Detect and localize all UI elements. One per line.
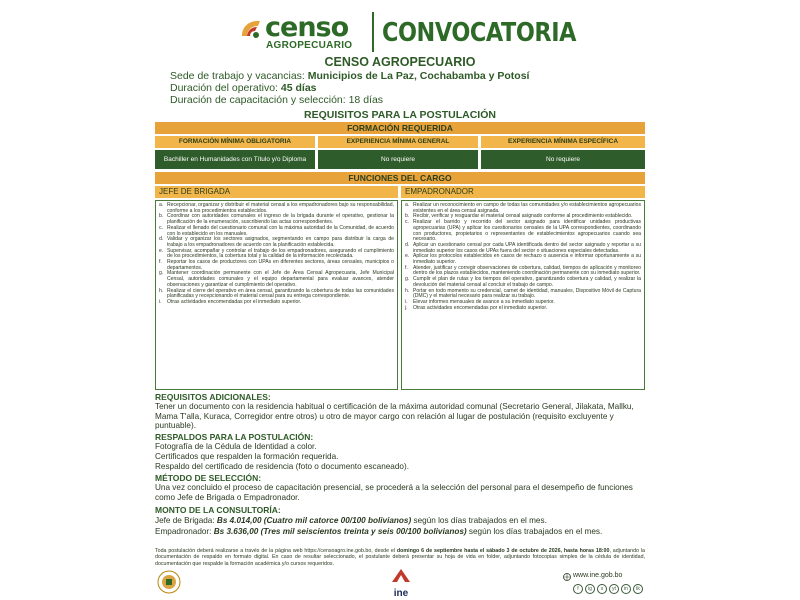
function-item-marker: g. — [159, 270, 164, 277]
monto-emp-amount: Bs 3.636,00 (Tres mil seiscientos treinta y seis 00/100 bolivianos) — [213, 527, 467, 536]
empadronador-header: EMPADRONADOR — [401, 186, 645, 198]
function-item-text: Mantener coordinación permanente con el Jefe de Área Censal Agropecuaria, Jefe Municipal Censal, autoridades comunales y el equipo departamental para evaluar avances, atender observaciones y garantizar el cumplimiento del operativo. — [167, 270, 394, 288]
monto-empadronador — [155, 527, 645, 537]
monto-emp-label: Empadronador: — [155, 527, 214, 536]
function-item-marker: c. — [405, 219, 409, 226]
empadronador-functions — [401, 200, 645, 390]
function-item-text: Recibir, verificar y resguardar el material censal asignado conforme al procedimiento establecido. — [413, 213, 633, 220]
adicionales-text: Tener un documento con la residencia habitual o certificación de la máxima autoridad comunal (Secretario General, Jilakata, Mallku, Mama T'alla, Kuraca, Corregidor entre otros) u otro de mayor cargo con relación al lugar de postulación (requisito excluyente y puntuable). — [155, 402, 634, 431]
website-link[interactable]: www.ine.gob.bo — [573, 572, 623, 579]
postulacion-fine-print — [155, 548, 645, 567]
tiktok-icon[interactable]: tk — [633, 584, 643, 594]
convocatoria-sheet — [145, 0, 655, 600]
function-item-marker: a. — [159, 202, 164, 208]
function-item-text: Aplicar los protocolos establecidos en casos de rechazo o ausencia e informar oportunamente a su inmediato superior. — [413, 253, 641, 266]
col-header-exp-especifica: EXPERIENCIA MÍNIMA ESPECÍFICA — [481, 136, 645, 148]
function-item-marker: c. — [159, 224, 163, 231]
function-item-text: Portar en todo momento su credencial, carnet de identidad, manuales, Dispositivo Móvil de Captura (DMC) y el material necesario para realizar su trabajo. — [413, 287, 641, 300]
function-item-marker: h. — [405, 287, 410, 294]
function-item-marker: g. — [405, 276, 410, 283]
monto-jefe-label: Jefe de Brigada: — [155, 516, 217, 525]
function-item-text: Aplicar un cuestionario censal por cada UPA identificada dentro del sector asignado y reportar a su inmediato superior los casos de UPAs fuera del sector o situaciones especiales detectadas. — [413, 241, 641, 254]
function-item-text: Otras actividades encomendadas por el inmediato superior. — [413, 304, 548, 311]
page-title: CENSO AGROPECUARIO — [324, 55, 476, 69]
respaldos-line: Certificados que respalden la formación requerida. — [155, 452, 339, 461]
function-item — [405, 277, 641, 288]
duracion-line — [170, 82, 317, 94]
logo-word: censo — [265, 12, 349, 43]
function-item-marker: b. — [405, 213, 410, 220]
facebook-icon[interactable]: f — [573, 584, 583, 594]
function-item-marker: e. — [159, 247, 164, 254]
header — [145, 8, 655, 56]
monto-emp-suffix: según los días trabajados en el mes. — [466, 527, 603, 536]
metodo-text: Una vez concluido el proceso de capacitación presencial, se procederá a la selección del personal para el desempeño de funciones como Jefe de Brigada o Empadronador. — [155, 483, 633, 502]
duracion-value: 45 días — [280, 82, 317, 94]
metodo-title: MÉTODO DE SELECCIÓN: — [155, 473, 262, 483]
function-item-text: Atender, justificar y corregir observaciones de cobertura, calidad, tiempos de aplicación y monitoreo dentro de los plazos establecidos, manteniendo coordinación permanente con su inmediato superior. — [413, 264, 641, 277]
adicionales-title: REQUISITOS ADICIONALES: — [155, 392, 271, 402]
function-item — [159, 271, 394, 288]
formacion-band: FORMACIÓN REQUERIDA — [155, 122, 645, 134]
ine-logo-text: ine — [393, 588, 409, 599]
function-item-text: Reportar los casos de productores con UPAs en diferentes sectores, áreas censales, municipios o departamentos. — [167, 259, 394, 271]
ine-logo-icon — [388, 566, 414, 584]
function-item-marker: i. — [159, 298, 162, 305]
jefe-brigada-functions — [155, 200, 398, 390]
ine-logo — [388, 566, 414, 599]
instagram-icon[interactable]: ig — [585, 584, 595, 594]
sede-label: Sede de trabajo y vacancias: — [170, 70, 308, 82]
requisitos-title: REQUISITOS PARA LA POSTULACIÓN — [304, 109, 496, 121]
duracion-label: Duración del operativo: — [170, 82, 281, 94]
col-value-formacion: Bachiller en Humanidades con Título y/o Diploma — [155, 150, 315, 169]
respaldos-title: RESPALDOS PARA LA POSTULACIÓN: — [155, 432, 314, 442]
funciones-band: FUNCIONES DEL CARGO — [155, 172, 645, 184]
function-item-text: Realizar un reconocimiento en campo de todas las comunidades y/o establecimientos agropecuarios existentes en el área censal asignada. — [413, 202, 641, 214]
censo-logo-icon — [240, 18, 262, 40]
function-item-text: Otras actividades encomendadas por el inmediato superior. — [167, 298, 302, 305]
function-item-text: Realizar el llenado del cuestionario comunal con la máxima autoridad de la Comunidad, de acuerdo con lo establecido en los manuales. — [167, 224, 394, 237]
function-item-text: Coordinar con autoridades comunales el ingreso de la brigada durante el operativo, gestionar la planificación de la enumeración, suscribiendo las actas correspondientes. — [167, 213, 394, 226]
col-value-exp-especifica: No requiere — [481, 150, 645, 169]
col-value-exp-general: No requiere — [318, 150, 478, 169]
capacitacion-line: Duración de capacitación y selección: 18 días — [170, 94, 384, 106]
jefe-brigada-header: JEFE DE BRIGADA — [155, 186, 398, 198]
monto-title: MONTO DE LA CONSULTORÍA: — [155, 505, 281, 515]
logo-subtitle: AGROPECUARIO — [266, 40, 353, 51]
function-item — [159, 300, 394, 306]
function-item — [405, 220, 641, 243]
fine-part2: , adjuntando la documentación de respaldo en formato digital. En caso de resultar seleccionado, el postulante deberá presentar su hoja de vida en folder, adjuntando fotocopias simples de la cédula de identidad, documentación que respalde la formación académica y/o cursos requeridos. — [155, 548, 645, 567]
function-item — [405, 306, 641, 312]
col-header-formacion: FORMACIÓN MÍNIMA OBLIGATORIA — [155, 136, 315, 148]
monto-jefe — [155, 516, 645, 526]
function-item-marker: f. — [159, 259, 162, 266]
respaldos-line: Respaldo del certificado de residencia (foto o documento escaneado). — [155, 462, 409, 471]
fine-part1: Toda postulación deberá realizarse a través de la página web https://censoagro.ine.gob.bo, desde el — [155, 548, 397, 554]
function-item-marker: a. — [405, 202, 410, 208]
col-header-exp-general: EXPERIENCIA MÍNIMA GENERAL — [318, 136, 478, 148]
function-item-text: Recepcionar, organizar y distribuir el material censal a los empadronadores bajo su responsabilidad, conforme a los procedimientos establecidos. — [167, 202, 394, 214]
x-twitter-icon[interactable]: x — [597, 584, 607, 594]
sede-value: Municipios de La Paz, Cochabamba y Potosí — [307, 70, 530, 82]
linkedin-icon[interactable]: in — [621, 584, 631, 594]
monto-jefe-suffix: según los días trabajados en el mes. — [411, 516, 547, 525]
monto-jefe-amount: Bs 4.014,00 (Cuatro mil catorce 00/100 bolivianos) — [216, 516, 412, 525]
function-item — [159, 237, 394, 248]
bolivia-seal-icon — [157, 570, 181, 594]
function-item-text: Realizar el barrido y recorrido del sector asignado para identificar unidades productivas agropecuarias (UPA) y aplicar los cuestionarios censales de la UPA correspondientes, coordinando con productores, propietarios o representantes de establecimientos agropecuarios cuando sea necesario. — [413, 219, 641, 243]
function-item-text: Cumplir el plan de rutas y los tiempos del operativo, garantizando cobertura y calidad, y realizar la devolución del material censal al concluir el trabajo de campo. — [413, 276, 641, 288]
function-item-marker: h. — [159, 287, 164, 294]
header-title: CONVOCATORIA — [382, 18, 576, 48]
function-item-text: Elevar informes mensuales de avance a su inmediato superior. — [413, 298, 555, 305]
sede-line — [170, 70, 529, 82]
function-item-marker: b. — [159, 213, 164, 220]
function-item-marker: i. — [405, 298, 408, 305]
youtube-icon[interactable]: yt — [609, 584, 619, 594]
fine-date: domingo 6 de septiembre hasta el sábado 3 de octubre de 2026, hasta horas 18:00 — [396, 548, 610, 554]
globe-icon — [563, 573, 571, 581]
function-item-text: Realizar el cierre del operativo en área censal, garantizando la cobertura de todas las comunidades planificadas y recepcionando el material censal para su entrega correspondiente. — [167, 287, 394, 300]
respaldos-line: Fotografía de la Cédula de Identidad a color. — [155, 442, 317, 451]
function-item-marker: j. — [405, 304, 408, 311]
function-item-marker: d. — [159, 236, 164, 243]
function-item-marker: f. — [405, 264, 408, 271]
header-divider — [372, 12, 374, 52]
function-item-marker: e. — [405, 253, 410, 260]
function-item-marker: d. — [405, 241, 410, 248]
function-item-text: Supervisar, acompañar y controlar el trabajo de los empadronadores, asegurando el cumplimiento de los procedimientos, la cobertura total y la calidad de la información recolectada. — [167, 247, 394, 260]
function-item-text: Validar y organizar los sectores asignados, segmentando en campo para distribuir la carga de trabajo a los empadronadores de acuerdo con la planificación establecida. — [167, 236, 394, 248]
